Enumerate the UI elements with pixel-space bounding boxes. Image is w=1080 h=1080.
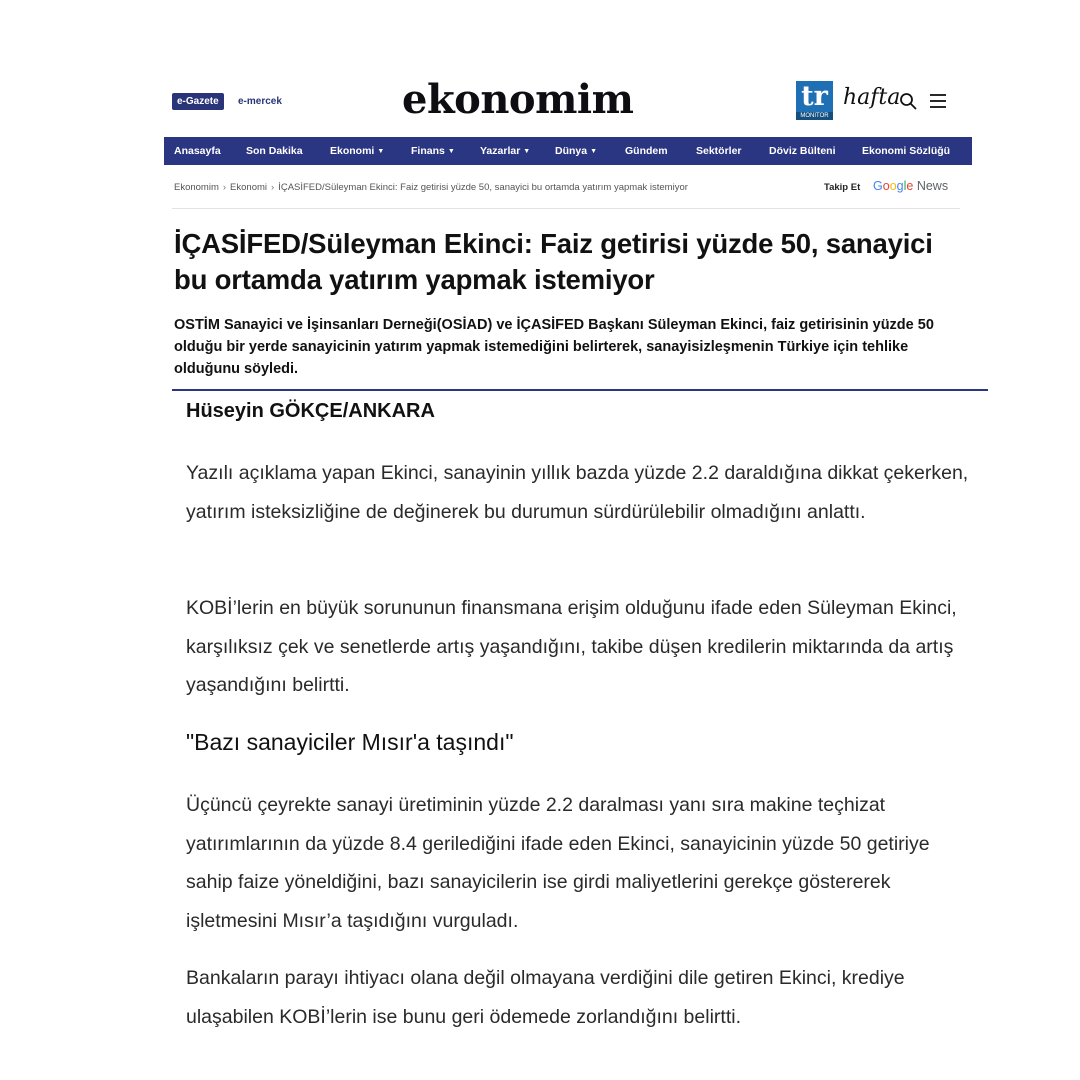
search-icon[interactable] xyxy=(899,92,917,110)
news-label: News xyxy=(916,179,949,193)
main-nav xyxy=(164,137,972,165)
article-subheading: "Bazı sanayiciler Mısır'a taşındı" xyxy=(186,729,514,755)
follow-label[interactable]: Takip Et xyxy=(824,182,861,193)
nav-label: Finans xyxy=(411,145,445,157)
nav-item-gundem[interactable] xyxy=(625,137,668,165)
breadcrumb-current: İÇASİFED/Süleyman Ekinci: Faiz getirisi yüzde 50, sanayici bu ortamda yatırım yapmak istemiyor xyxy=(278,182,688,193)
caret-down-icon: ▼ xyxy=(377,148,385,155)
breadcrumb-home[interactable]: Ekonomim xyxy=(174,182,219,193)
site-header xyxy=(172,78,950,124)
nav-label: Dünya xyxy=(555,145,588,157)
nav-item-doviz-bulteni[interactable] xyxy=(769,137,836,165)
menu-icon[interactable] xyxy=(929,93,947,109)
nav-label: Döviz Bülteni xyxy=(769,145,836,157)
nav-item-yazarlar[interactable] xyxy=(480,137,530,166)
breadcrumb-separator: › xyxy=(222,182,227,193)
article-spot: OSTİM Sanayici ve İşinsanları Derneği(OSİAD) ve İÇASİFED Başkanı Süleyman Ekinci, faiz getirisinin yüzde 50 olduğu bir yerde sanayicinin yatırım yapmak istemediğini belirterek, sanayisizleşmenin Türkiye için tehlike olduğunu söyledi. xyxy=(174,317,934,377)
spot-divider xyxy=(172,389,988,391)
nav-label: Ekonomi Sözlüğü xyxy=(862,145,951,157)
nav-label: Son Dakika xyxy=(246,145,303,157)
nav-item-ekonomi-sozlugu[interactable] xyxy=(862,137,950,165)
tr-monitor-logo[interactable] xyxy=(796,81,833,120)
nav-item-sektorler[interactable] xyxy=(696,137,742,165)
google-news-link[interactable] xyxy=(873,179,948,193)
caret-down-icon: ▼ xyxy=(523,148,531,155)
google-wordmark: Google xyxy=(873,179,914,193)
emercek-link[interactable]: e-mercek xyxy=(238,96,282,107)
nav-label: Ekonomi xyxy=(330,145,375,157)
breadcrumb-separator: › xyxy=(271,182,275,193)
caret-down-icon: ▼ xyxy=(447,148,455,155)
article-paragraph: Yazılı açıklama yapan Ekinci, sanayinin yıllık bazda yüzde 2.2 daraldığına dikkat çekerken, yatırım isteksizliğine de değinerek bu durumun sürdürülebilir olmadığını anlattı. xyxy=(186,462,969,523)
tr-logo-sub: MONITOR xyxy=(796,112,833,120)
nav-label: Sektörler xyxy=(696,145,742,157)
article-paragraph: KOBİ’lerin en büyük sorununun finansmana erişim olduğunu ifade eden Süleyman Ekinci, karşılıksız çek ve senetlerde artış yaşandığını, takibe düşen kredilerin miktarında da artış yaşandığını belirtti. xyxy=(186,597,957,696)
article-paragraph: Üçüncü çeyrekte sanayi üretiminin yüzde 2.2 daralması yanı sıra makine teçhizat yatırımlarının da yüzde 8.4 gerilediğini ifade eden Ekinci, sanayicinin yüzde 50 getiriye sahip faize yöneldiğini, bazı sanayicilerin ise girdi maliyetlerini gerekçe göstererek işletmesini Mısır’a taşıdığını vurguladı. xyxy=(186,794,930,932)
nav-item-anasayfa[interactable] xyxy=(174,137,221,165)
breadcrumb xyxy=(174,182,688,193)
nav-label: Yazarlar xyxy=(480,145,521,157)
nav-item-finans[interactable] xyxy=(411,137,455,166)
caret-down-icon: ▼ xyxy=(590,148,598,155)
breadcrumb-ekonomi[interactable]: Ekonomi xyxy=(230,182,268,193)
nav-item-dunya[interactable] xyxy=(555,137,597,166)
nav-item-ekonomi[interactable] xyxy=(330,137,384,166)
tr-logo-mark: tr xyxy=(796,81,833,112)
nav-label: Anasayfa xyxy=(174,145,221,157)
nav-item-son-dakika[interactable] xyxy=(246,137,303,165)
hafta-logo[interactable]: hafta xyxy=(843,85,901,110)
egazete-link[interactable]: e-Gazete xyxy=(172,93,224,110)
site-logo[interactable]: ekonomim xyxy=(402,76,634,123)
article-headline: İÇASİFED/Süleyman Ekinci: Faiz getirisi yüzde 50, sanayici bu ortamda yatırım yapmak istemiyor xyxy=(174,228,933,295)
breadcrumb-divider xyxy=(172,208,960,209)
nav-label: Gündem xyxy=(625,145,668,157)
article-author: Hüseyin GÖKÇE/ANKARA xyxy=(186,400,435,422)
article-paragraph: Bankaların parayı ihtiyacı olana değil olmayana verdiğini dile getiren Ekinci, krediye ulaşabilen KOBİ’lerin ise bunu geri ödemede zorlandığını belirtti. xyxy=(186,967,905,1028)
